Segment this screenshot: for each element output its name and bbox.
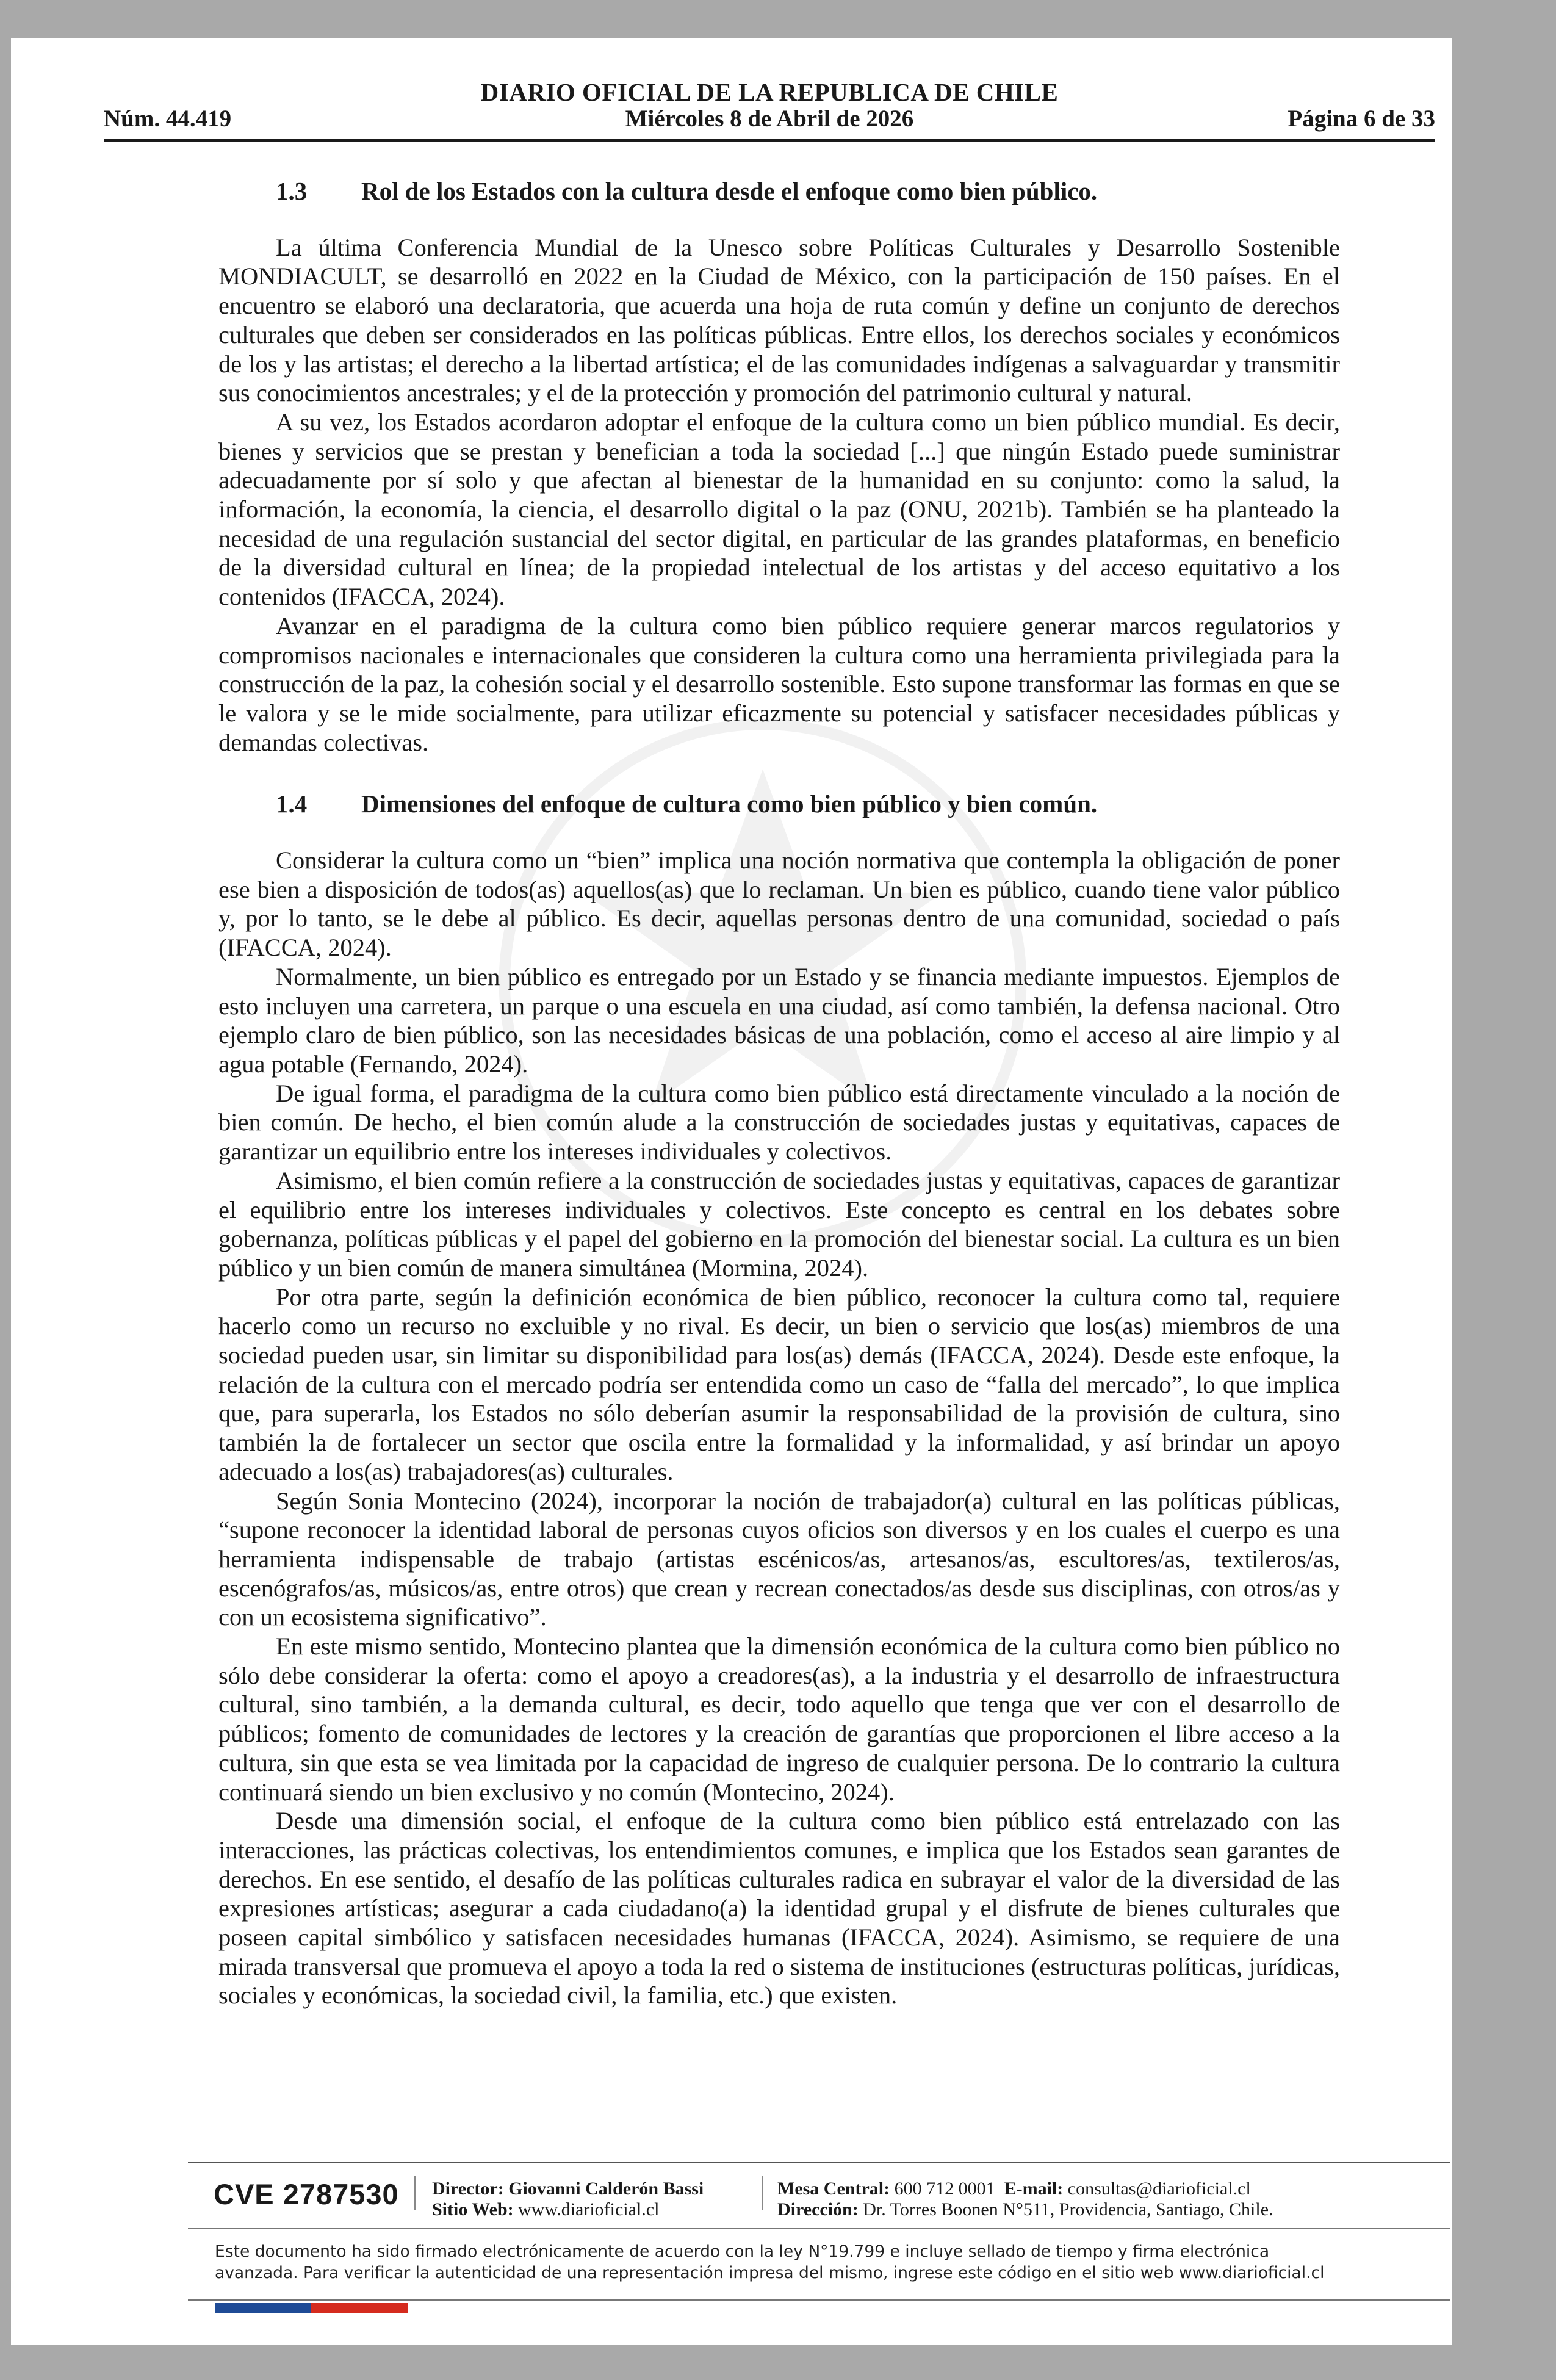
director-name: Giovanni Calderón Bassi	[508, 2179, 704, 2199]
paragraph: Desde una dimensión social, el enfoque de la cultura como bien público está entrelazado con las interacciones, las prácticas colectivas, los entendimientos comunes, e implica que los Estados sean garantes de derechos. En ese sentido, el desafío de las políticas culturales radica en subrayar el valor de la diversidad de las expresiones artísticas; asegurar a cada ciudadano(a) la identidad grupal y el disfrute de bienes culturales que poseen capital simbólico y satisfacen necesidades humanas (IFACCA, 2024). Asimismo, se requiere de una mirada transversal que promueva el apoyo a toda la red o sistema de instituciones (estructuras políticas, jurídicas, sociales y económicas, la sociedad civil, la familia, etc.) que existen.	[218, 1807, 1340, 2010]
header-divider	[104, 139, 1435, 142]
section-heading-1-4	[276, 790, 1340, 819]
page-number: Página 6 de 33	[1288, 106, 1435, 132]
section-heading-1-3	[276, 177, 1340, 206]
paragraph: Asimismo, el bien común refiere a la construcción de sociedades justas y equitativas, capaces de garantizar el equilibrio entre los intereses individuales y colectivos. Este concepto es central en los debates sobre gobernanza, políticas públicas y el papel del gobierno en la promoción del bienestar social. La cultura es un bien público y un bien común de manera simultánea (Mormina, 2024).	[218, 1166, 1340, 1282]
section-title: Dimensiones del enfoque de cultura como bien público y bien común.	[361, 790, 1098, 818]
document-body	[218, 171, 1340, 2010]
paragraph: De igual forma, el paradigma de la cultura como bien público está directamente vinculado a la noción de bien común. De hecho, el bien común alude a la construcción de sociedades justas y equitativas, capaces de garantizar un equilibrio entre los intereses individuales y colectivos.	[218, 1079, 1340, 1166]
legal-line: Este documento ha sido firmado electrónicamente de acuerdo con la ley N°19.799 e incluye sellado de tiempo y firma electrónica	[215, 2242, 1270, 2261]
section-number: 1.3	[276, 177, 308, 205]
paragraph: Normalmente, un bien público es entregado por un Estado y se financia mediante impuestos. Ejemplos de esto incluyen una carretera, un parque o una escuela en una ciudad, así como también, la defensa nacional. Otro ejemplo claro de bien público, son las necesidades básicas de una población, como el acceso al aire limpio y al agua potable (Fernando, 2024).	[218, 962, 1340, 1078]
paragraph: En este mismo sentido, Montecino plantea que la dimensión económica de la cultura como bien público no sólo debe considerar la oferta: como el apoyo a creadores(as), a la industria y el desarrollo de infraestructura cultural, sino también, a la demanda cultural, es decir, todo aquello que tenga que ver con el desarrollo de públicos; fomento de comunidades de lectores y la creación de garantías que proporcionen el libre acceso a la cultura, sin que esta se vea limitada por la capacidad de ingreso de cualquier persona. De lo contrario la cultura continuará siendo un bien exclusivo y no común (Montecino, 2024).	[218, 1632, 1340, 1806]
paragraph: A su vez, los Estados acordaron adoptar el enfoque de la cultura como un bien público mundial. Es decir, bienes y servicios que se prestan y benefician a toda la sociedad [...] que ningún Estado puede suministrar adecuadamente por sí solo y que afectan al bienestar de la humanidad en su conjunto: como la salud, la información, la economía, la ciencia, el desarrollo digital o la paz (ONU, 2021b). También se ha planteado la necesidad de una regulación sustancial del sector digital, en particular de las grandes plataformas, en beneficio de la diversidad cultural en línea; de la propiedad intelectual de los artistas y del acceso equitativo a los contenidos (IFACCA, 2024).	[218, 408, 1340, 611]
address-value: Dr. Torres Boonen N°511, Providencia, Santiago, Chile.	[863, 2199, 1273, 2220]
footer-divider	[188, 2162, 1450, 2163]
address-label: Dirección:	[777, 2199, 859, 2220]
footer-separator	[414, 2176, 416, 2210]
section-title: Rol de los Estados con la cultura desde el enfoque como bien público.	[361, 177, 1098, 205]
paragraph: Avanzar en el paradigma de la cultura como bien público requiere generar marcos regulatorios y compromisos nacionales e internacionales que consideren la cultura como una herramienta privilegiada para la construcción de la paz, la cohesión social y el desarrollo sostenible. Esto supone transformar las formas en que se le valora y se le mide socialmente, para utilizar eficazmente su potencial y satisfacer necesidades públicas y demandas colectivas.	[218, 611, 1340, 756]
paragraph: Según Sonia Montecino (2024), incorporar la noción de trabajador(a) cultural en las políticas públicas, “supone reconocer la identidad laboral de personas cuyos oficios son diversos y en los cuales el cuerpo es una herramienta indispensable de trabajo (artistas escénicos/as, artesanos/as, escultores/as, textileros/as, escenógrafos/as, músicos/as, entre otros) que crean y recrean conectados/as desde sus disciplinas, con otros/as y con un ecosistema significativo”.	[218, 1487, 1340, 1631]
footer-contact-block	[777, 2179, 1273, 2220]
email-link[interactable]: consultas@diarioficial.cl	[1067, 2179, 1251, 2199]
document-header	[104, 38, 1435, 135]
paragraph: Por otra parte, según la definición económica de bien público, reconocer la cultura como tal, requiere hacerlo como un recurso no excluible y no rival. Es decir, un bien o servicio que los(as) miembros de una sociedad pueden usar, sin limitar su disponibilidad para los(as) demás (IFACCA, 2024). Desde este enfoque, la relación de la cultura con el mercado podría ser entendida como un caso de “falla del mercado”, lo que implica que, para superarla, los Estados no sólo deberían asumir la responsabilidad de la provisión de cultura, sino también la de fortalecer un sector que oscila entre la formalidad y la informalidad, y así brindar un apoyo adecuado a los(as) trabajadores(as) culturales.	[218, 1283, 1340, 1485]
phone-value: 600 712 0001	[894, 2179, 995, 2199]
footer-director-block	[432, 2179, 704, 2220]
gazette-title: DIARIO OFICIAL DE LA REPUBLICA DE CHILE	[480, 78, 1059, 106]
flag-stripe-red	[311, 2303, 408, 2313]
cve-code: CVE 2787530	[214, 2178, 399, 2210]
legal-notice	[215, 2241, 1374, 2284]
issue-number: Núm. 44.419	[104, 106, 232, 132]
website-link[interactable]: www.diarioficial.cl	[518, 2199, 660, 2220]
footer-divider	[188, 2228, 1450, 2229]
section-number: 1.4	[276, 790, 308, 818]
phone-label: Mesa Central:	[777, 2179, 890, 2199]
email-label: E-mail:	[1004, 2179, 1064, 2199]
issue-date: Miércoles 8 de Abril de 2026	[625, 106, 914, 132]
director-label: Director:	[432, 2179, 504, 2199]
website-label: Sitio Web:	[432, 2199, 514, 2220]
legal-line: avanzada. Para verificar la autenticidad de una representación impresa del mismo, ingrese este código en el sitio web www.diarioficial.cl	[215, 2263, 1325, 2282]
footer-divider	[188, 2299, 1450, 2301]
paragraph: Considerar la cultura como un “bien” implica una noción normativa que contempla la obligación de poner ese bien a disposición de todos(as) aquellos(as) que lo reclaman. Un bien es público, cuando tiene valor público y, por lo tanto, se le debe al público. Es decir, aquellas personas dentro de una comunidad, sociedad o país (IFACCA, 2024).	[218, 846, 1340, 962]
footer-separator	[762, 2176, 763, 2210]
paragraph: La última Conferencia Mundial de la Unesco sobre Políticas Culturales y Desarrollo Sostenible MONDIACULT, se desarrolló en 2022 en la Ciudad de México, con la participación de 150 países. En el encuentro se elaboró una declaratoria, que acuerda una hoja de ruta común y define un conjunto de derechos culturales que deben ser considerados en las políticas públicas. Entre ellos, los derechos sociales y económicos de los y las artistas; el derecho a la libertad artística; el de las comunidades indígenas a salvaguardar y transmitir sus conocimientos ancestrales; y el de la protección y promoción del patrimonio cultural y natural.	[218, 233, 1340, 407]
flag-stripe-blue	[215, 2303, 311, 2313]
